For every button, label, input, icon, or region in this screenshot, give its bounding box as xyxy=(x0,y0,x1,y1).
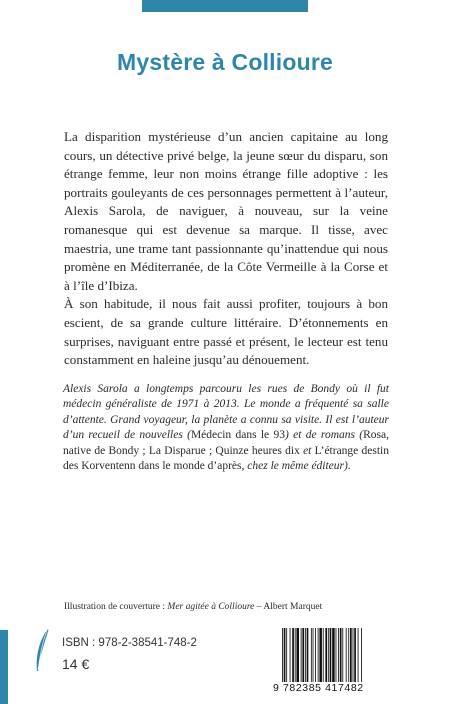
price: 14 € xyxy=(62,656,90,672)
book-title: Mystère à Collioure xyxy=(117,49,333,75)
illustration-work: Mer agitée à Collioure xyxy=(167,602,255,612)
illustration-artist: – Albert Marquet xyxy=(254,602,323,612)
book-title-3: L’étrange destin des Korventenn dans le monde d’après xyxy=(63,444,389,473)
author-bio-part-4: , chez le même éditeur). xyxy=(241,460,351,473)
book-summary xyxy=(64,128,388,370)
barcode xyxy=(273,628,389,694)
top-accent-bar xyxy=(142,0,308,12)
author-bio-part-3: et xyxy=(299,444,315,457)
author-bio xyxy=(63,382,389,474)
illustration-label: Illustration de couverture : xyxy=(64,602,168,612)
author-bio-text xyxy=(63,382,389,474)
summary-paragraph-2: À son habitude, il nous fait aussi profiter, toujours à bon escient, de sa grande culture littéraire. D’étonnements en surprises, naviguant entre passé et présent, le lecteur est tenu constamment en haleine jusqu’au dénouement. xyxy=(64,296,388,368)
book-title-2: Rosa, native de Bondy ; La Disparue ; Quinze heures dix xyxy=(63,429,389,457)
feather-logo-icon xyxy=(35,628,49,672)
author-bio-part-2: ) et de romans ( xyxy=(284,429,364,442)
illustration-credit xyxy=(64,601,394,613)
barcode-bars-icon xyxy=(281,628,389,682)
book-title-1: Médecin dans le 93 xyxy=(190,429,285,442)
author-bio-part-1: Alexis Sarola a longtemps parcouru les rues de Bondy où il fut médecin généraliste de 1971 à 2013. Le monde a fréquenté sa salle d’attente. Grand voyageur, la planète a connu sa visite. Il est l’auteur d’un recueil de nouvelles ( xyxy=(63,383,389,442)
summary-paragraph-1: La disparition mystérieuse d’un ancien capitaine au long cours, un détective privé belge, la jeune sœur du disparu, son étrange femme, leur non moins étrange fille adoptive : les portraits gouleyants de ces personnages permettent à l’auteur, Alexis Sarola, de naviguer, à nouveau, sur la veine romanesque qui est devenue sa marque. Il tisse, avec maestria, une trame tant passionnante qu’inattendue qui nous promène en Méditerranée, de la Côte Vermeille à la Corse et à l’île d’Ibiza. xyxy=(64,129,388,293)
barcode-digits: 9 782385 417482 xyxy=(273,682,364,694)
isbn-number: ISBN : 978-2-38541-748-2 xyxy=(62,637,197,649)
bottom-accent-bar xyxy=(0,630,8,704)
